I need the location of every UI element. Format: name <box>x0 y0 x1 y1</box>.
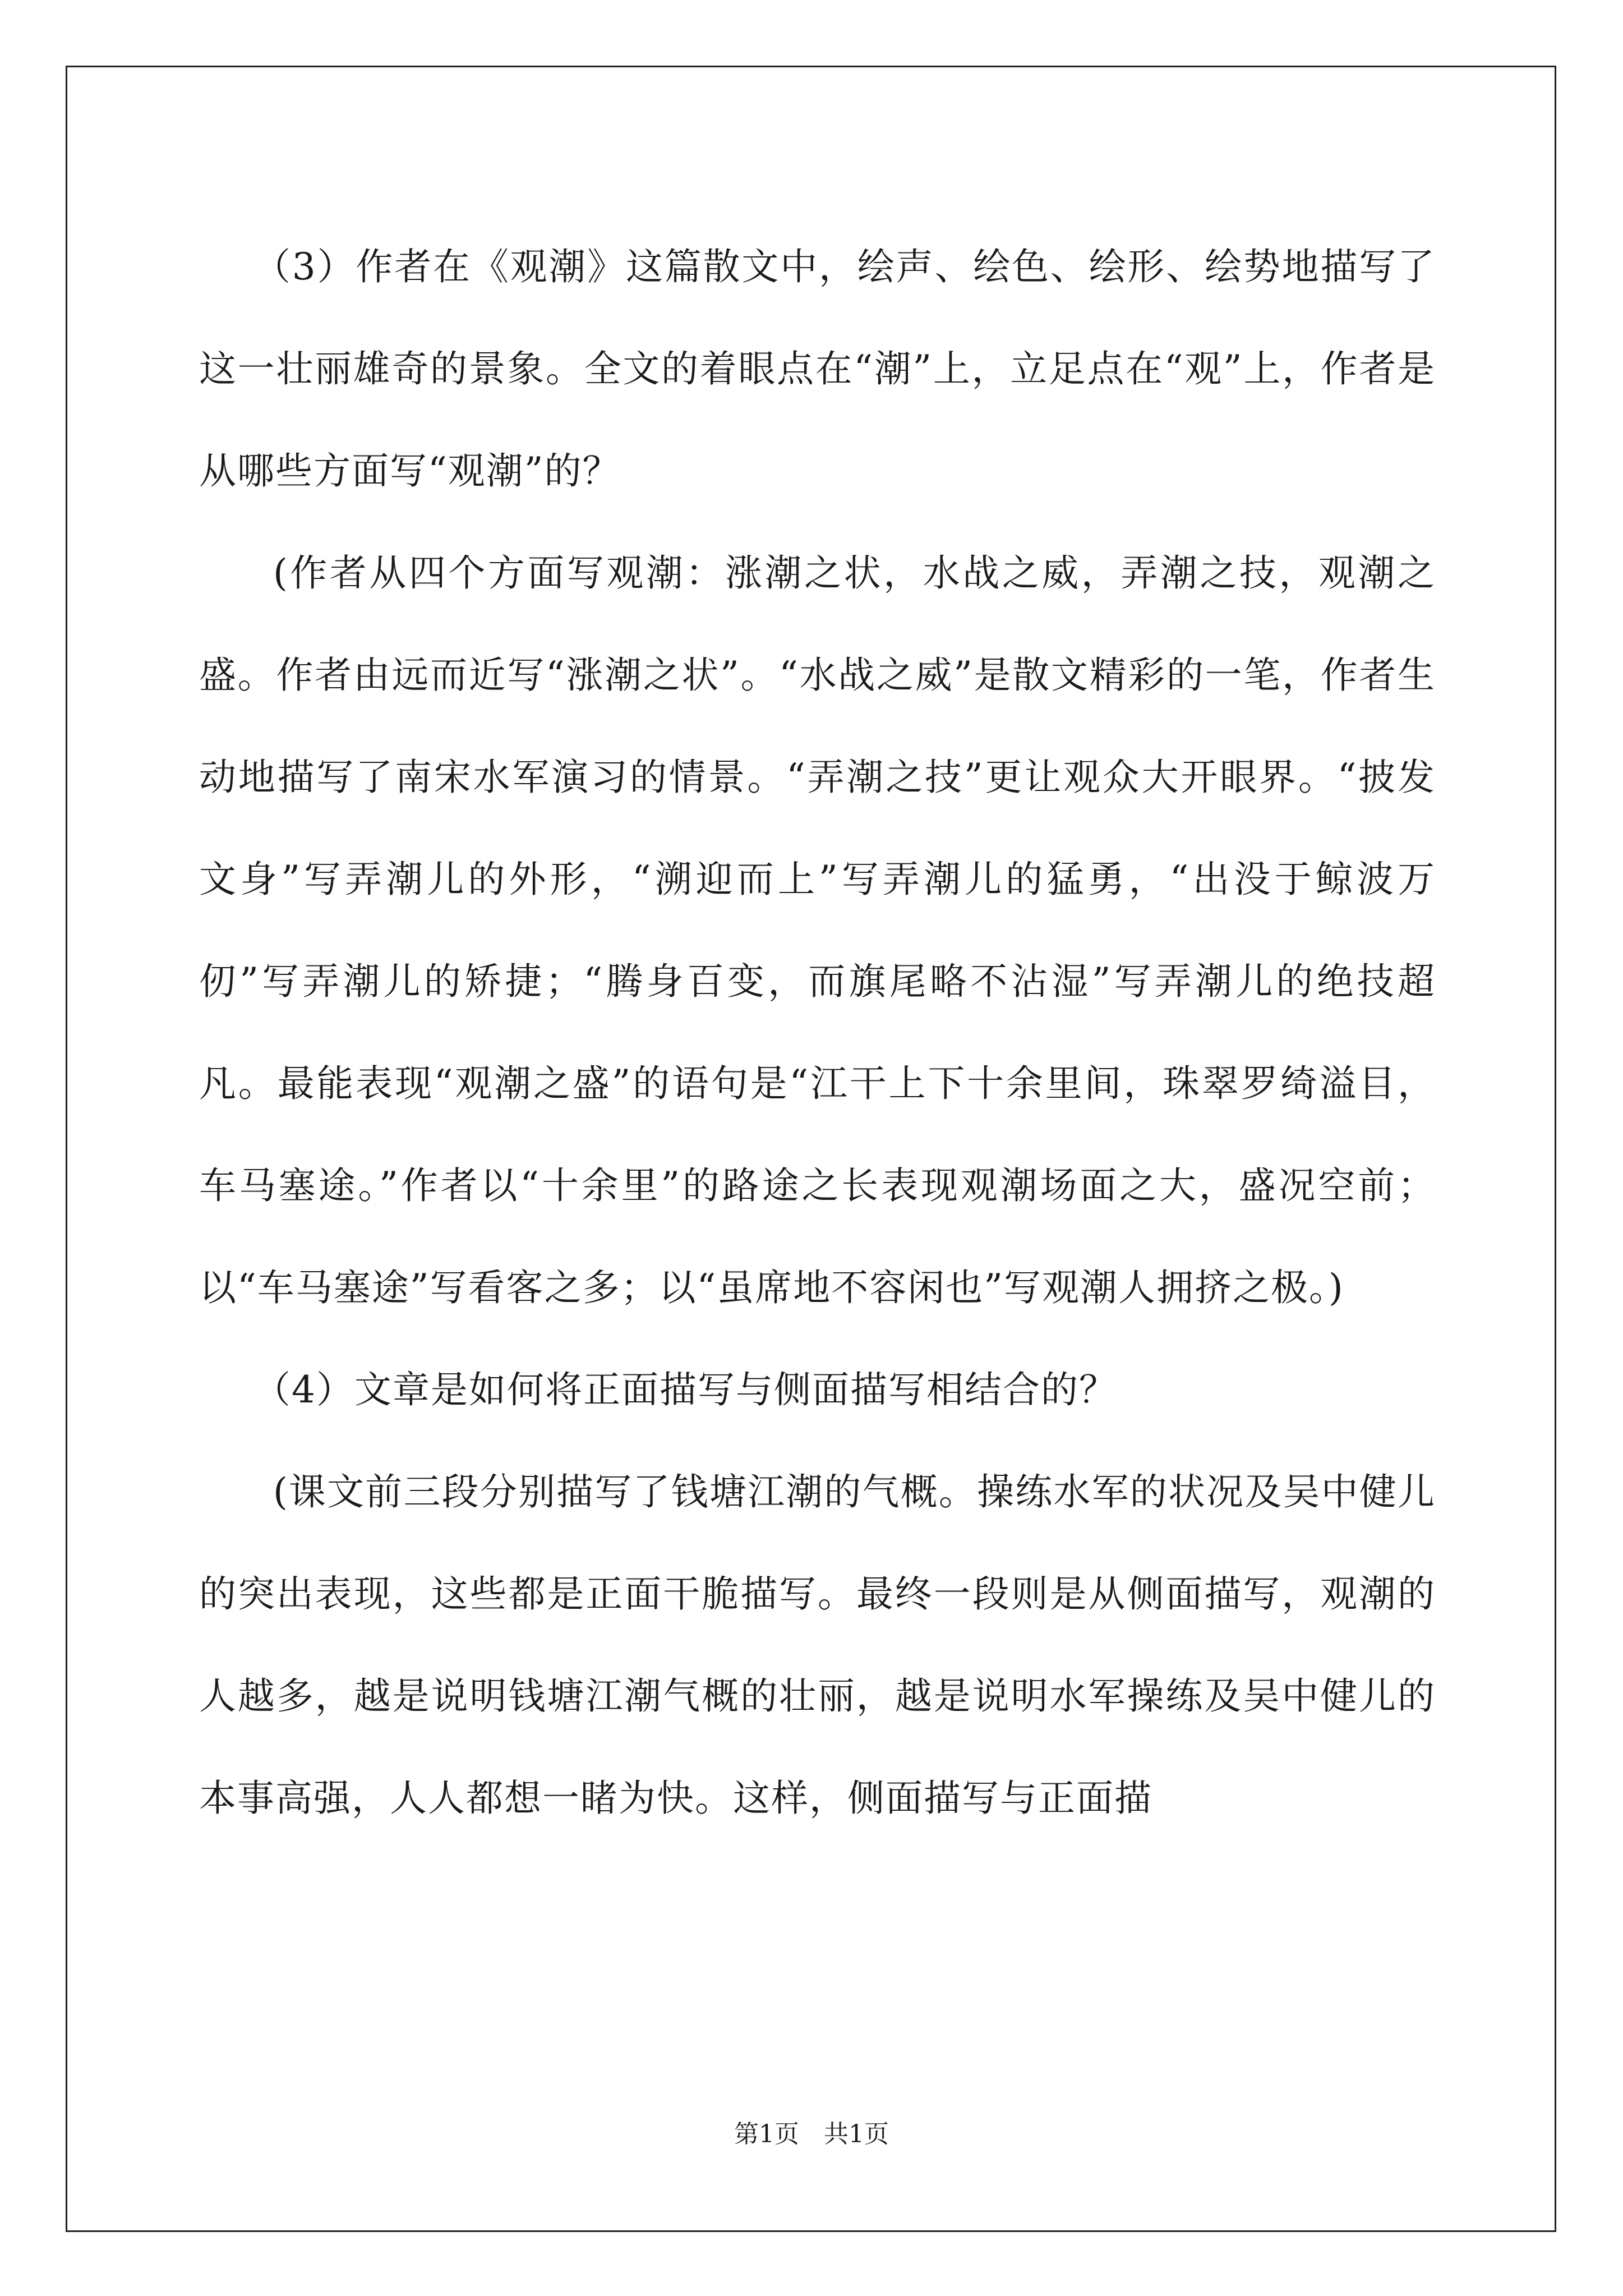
page-total: 共1页 <box>824 2120 889 2148</box>
question-4-paragraph: （4）文章是如何将正面描写与侧面描写相结合的？ <box>253 1368 1117 1411</box>
answer-3-paragraph: (作者从四个方面写观潮：涨潮之状，水战之威，弄潮之技，观潮之盛。作者由远而近写“涨潮之状”。“水战之威”是散文精彩的一笔，作者生动地描写了南宋水军演习的情景。“弄潮之技”更让观众大开眼界。“披发文身”写弄潮儿的外形，“溯迎而上”写弄潮儿的猛勇，“出没于鲸波万仞”写弄潮儿的矫捷；“腾身百变，而旗尾略不沾湿”写弄潮儿的绝技超凡。最能表现“观潮之盛”的语句是“江干上下十余里间，珠翠罗绮溢目，车马塞途。”作者以“十余里”的路途之长表现观潮场面之大，盛况空前；以“车马塞途”写看客之多；以“虽席地不容闲也”写观潮人拥挤之极。) <box>199 551 1436 1309</box>
answer-4-paragraph: (课文前三段分别描写了钱塘江潮的气概。操练水军的状况及吴中健儿的突出表现，这些都是正面干脆描写。最终一段则是从侧面描写，观潮的人越多，越是说明钱塘江潮气概的壮丽，越是说明水军操练及吴中健儿的本事高强，人人都想一睹为快。这样，侧面描写与正面描 <box>199 1470 1436 1820</box>
document-body <box>199 216 1436 1849</box>
page-number: 第1页 <box>734 2120 799 2148</box>
page-footer <box>0 2118 1623 2151</box>
question-3-paragraph: （3）作者在《观潮》这篇散文中，绘声、绘色、绘形、绘势地描写了这一壮丽雄奇的景象。全文的着眼点在“潮”上，立足点在“观”上，作者是从哪些方面写“观潮”的？ <box>199 245 1436 493</box>
